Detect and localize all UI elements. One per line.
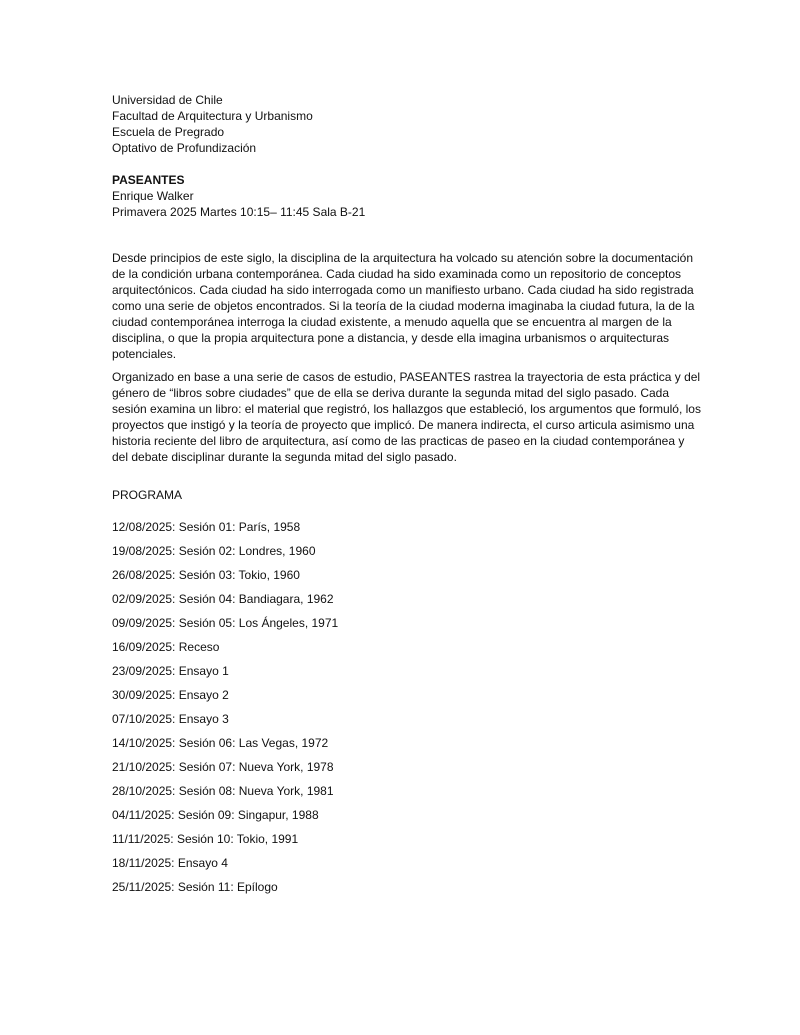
session-item: 28/10/2025: Sesión 08: Nueva York, 1981 [112,784,334,798]
session-item: 07/10/2025: Ensayo 3 [112,712,229,726]
document-page [112,92,702,903]
school-name: Escuela de Pregrado [112,125,225,139]
session-list [112,519,702,903]
program-heading: PROGRAMA [112,488,183,502]
session-item: 02/09/2025: Sesión 04: Bandiagara, 1962 [112,592,334,606]
session-item: 12/08/2025: Sesión 01: París, 1958 [112,520,301,534]
course-schedule: Primavera 2025 Martes 10:15– 11:45 Sala B-21 [112,205,366,219]
course-title: PASEANTES [112,173,185,187]
course-type: Optativo de Profundización [112,141,257,155]
session-item: 04/11/2025: Sesión 09: Singapur, 1988 [112,808,319,822]
university-name: Universidad de Chile [112,93,223,107]
session-item: 18/11/2025: Ensayo 4 [112,856,228,870]
session-item: 25/11/2025: Sesión 11: Epílogo [112,880,278,894]
session-item: 19/08/2025: Sesión 02: Londres, 1960 [112,544,316,558]
session-item: 09/09/2025: Sesión 05: Los Ángeles, 1971 [112,616,339,630]
institution-header [112,92,702,156]
session-item: 16/09/2025: Receso [112,640,220,654]
description-paragraph-1: Desde principios de este siglo, la disciplina de la arquitectura ha volcado su atención sobre la documentación de la condición urbana contemporánea. Cada ciudad ha sido examinada como un repositorio de conceptos arquitectónicos. Cada ciudad ha sido interrogada como un manifiesto urbano. Cada ciudad ha sido registrada como una serie de objetos encontrados. Si la teoría de la ciudad moderna imaginaba la ciudad futura, la de la ciudad contemporánea interroga la ciudad existente, a menudo aquella que se encuentra al margen de la disciplina, o que la propia arquitectura pone a distancia, y desde ella imagina urbanismos o arquitecturas potenciales. [112,251,695,361]
session-item: 26/08/2025: Sesión 03: Tokio, 1960 [112,568,300,582]
session-item: 11/11/2025: Sesión 10: Tokio, 1991 [112,832,299,846]
session-item: 21/10/2025: Sesión 07: Nueva York, 1978 [112,760,334,774]
session-item: 23/09/2025: Ensayo 1 [112,664,229,678]
faculty-name: Facultad de Arquitectura y Urbanismo [112,109,313,123]
session-item: 14/10/2025: Sesión 06: Las Vegas, 1972 [112,736,329,750]
session-item: 30/09/2025: Ensayo 2 [112,688,229,702]
course-description [112,250,702,465]
description-paragraph-2: Organizado en base a una serie de casos de estudio, PASEANTES rastrea la trayectoria de esta práctica y del género de “libros sobre ciudades” que de ella se deriva durante la segunda mitad del siglo pasado. Cada sesión examina un libro: el material que registró, los hallazgos que estableció, los argumentos que formuló, los proyectos que instigó y la teoría de proyecto que implicó. De manera indirecta, el curso articula asimismo una historia reciente del libro de arquitectura, así como de las practicas de paseo en la ciudad contemporánea y del debate disciplinar durante la segunda mitad del siglo pasado. [112,370,701,464]
instructor-name: Enrique Walker [112,189,194,203]
course-info [112,172,702,220]
